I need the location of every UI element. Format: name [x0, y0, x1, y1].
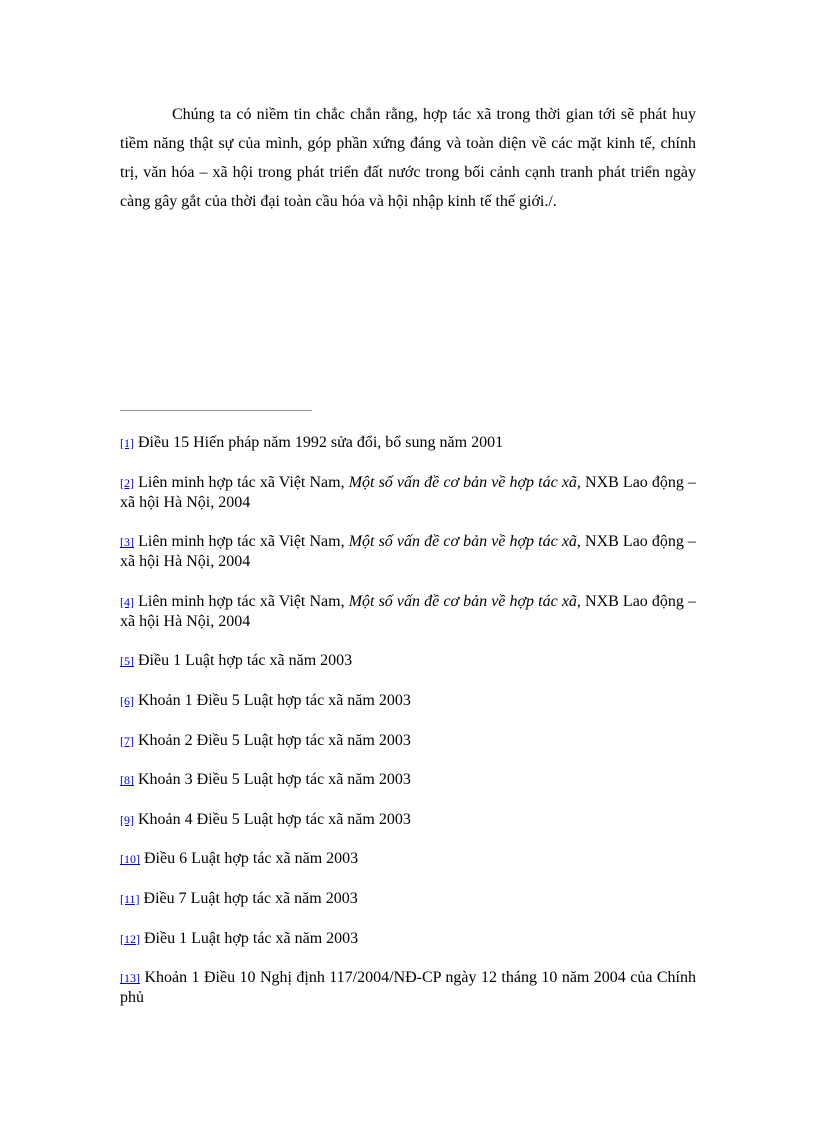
- footnote-ref-link[interactable]: [13]: [120, 971, 140, 986]
- footnote-10: [120, 849, 696, 869]
- footnote-text: Điều 1 Luật hợp tác xã năm 2003: [144, 929, 359, 947]
- footnote-ref-link[interactable]: [5]: [120, 654, 134, 669]
- footnote-text: NXB Lao động – xã hội Hà Nội, 2004: [120, 533, 697, 571]
- footnote-ref-link[interactable]: [2]: [120, 475, 134, 490]
- document-page: [120, 0, 696, 1123]
- body-paragraph: Chúng ta có niềm tin chắc chắn rằng, hợp tác xã trong thời gian tới sẽ phát huy tiềm năng thật sự của mình, góp phần xứng đáng và toàn diện về các mặt kinh tế, chính trị, văn hóa – xã hội trong phát triển đất nước trong bối cảnh cạnh tranh phát triển ngày càng gây gắt của thời đại toàn cầu hóa và hội nhập kinh tế thế giới./.: [120, 106, 696, 210]
- footnote-2: [120, 473, 696, 513]
- footnote-9: [120, 810, 696, 830]
- footnote-5: [120, 651, 696, 671]
- footnote-ref-link[interactable]: [11]: [120, 891, 140, 906]
- footnote-text: Khoản 4 Điều 5 Luật hợp tác xã năm 2003: [138, 810, 411, 828]
- footnote-ref-link[interactable]: [4]: [120, 594, 134, 609]
- footnote-ref-link[interactable]: [12]: [120, 931, 140, 946]
- footnote-6: [120, 691, 696, 711]
- footnote-text: NXB Lao động – xã hội Hà Nội, 2004: [120, 473, 697, 511]
- footnote-ref-link[interactable]: [9]: [120, 812, 134, 827]
- footnote-text: Điều 7 Luật hợp tác xã năm 2003: [143, 889, 358, 907]
- footnote-list: [120, 433, 696, 1028]
- footnote-8: [120, 770, 696, 790]
- footnote-ref-link[interactable]: [3]: [120, 535, 134, 550]
- footnote-book-title: Một số vấn đề cơ bản về hợp tác xã,: [348, 592, 581, 610]
- footnote-1: [120, 433, 696, 453]
- footnote-text: Điều 6 Luật hợp tác xã năm 2003: [144, 850, 359, 868]
- footnote-text: Khoản 3 Điều 5 Luật hợp tác xã năm 2003: [138, 771, 411, 789]
- footnote-3: [120, 532, 696, 572]
- footnote-ref-link[interactable]: [1]: [120, 436, 134, 450]
- footnote-separator: [120, 410, 312, 411]
- footnote-text: Khoản 1 Điều 5 Luật hợp tác xã năm 2003: [138, 691, 411, 709]
- footnote-text: Liên minh hợp tác xã Việt Nam,: [138, 473, 349, 491]
- footnote-text: Khoản 2 Điều 5 Luật hợp tác xã năm 2003: [138, 731, 411, 749]
- footnote-13: [120, 968, 696, 1008]
- footnote-text: Điều 1 Luật hợp tác xã năm 2003: [138, 652, 353, 670]
- footnote-text: Liên minh hợp tác xã Việt Nam,: [138, 592, 349, 610]
- footnote-ref-link[interactable]: [7]: [120, 733, 134, 748]
- footnote-7: [120, 731, 696, 751]
- footnote-text: NXB Lao động – xã hội Hà Nội, 2004: [120, 592, 697, 630]
- footnote-text: Điều 15 Hiến pháp năm 1992 sửa đổi, bổ sung năm 2001: [138, 434, 504, 451]
- footnote-text: Liên minh hợp tác xã Việt Nam,: [138, 533, 349, 551]
- footnote-ref-link[interactable]: [6]: [120, 693, 134, 708]
- footnote-12: [120, 929, 696, 949]
- footnote-ref-link[interactable]: [8]: [120, 773, 134, 788]
- footnote-4: [120, 592, 696, 632]
- footnote-ref-link[interactable]: [10]: [120, 852, 140, 867]
- footnote-11: [120, 889, 696, 909]
- footnote-text: Khoản 1 Điều 10 Nghị định 117/2004/NĐ-CP ngày 12 tháng 10 năm 2004 của Chính phủ: [120, 969, 696, 1007]
- footnote-book-title: Một số vấn đề cơ bản về hợp tác xã,: [348, 533, 581, 551]
- footnote-book-title: Một số vấn đề cơ bản về hợp tác xã,: [348, 473, 581, 491]
